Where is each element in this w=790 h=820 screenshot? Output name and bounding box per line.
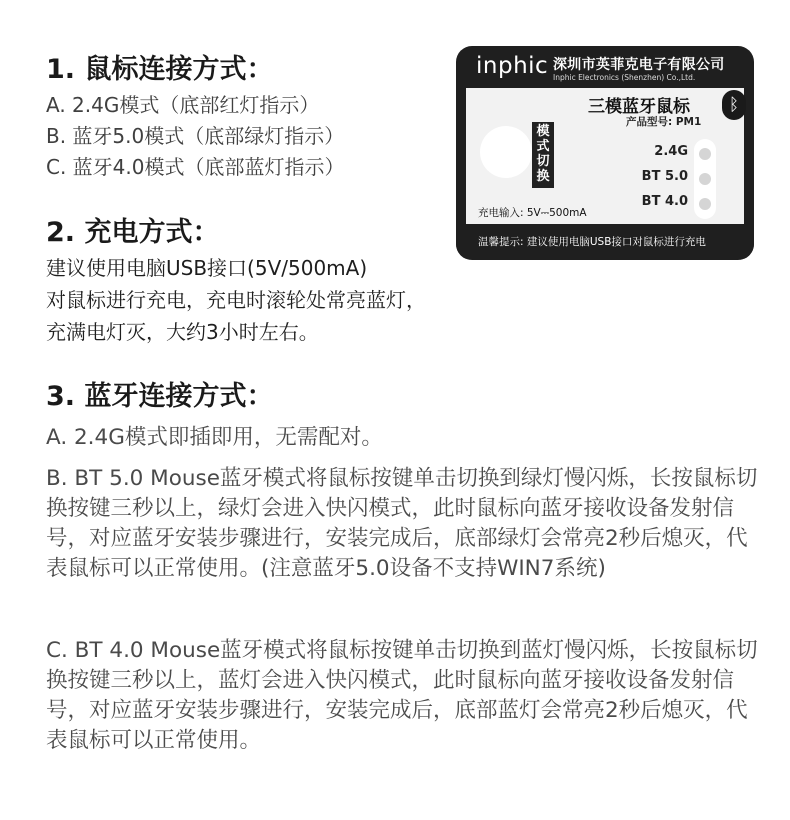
led-2-4g-indicator — [699, 148, 711, 160]
product-model: 产品型号: PM1 — [626, 116, 702, 128]
mode-switch-label: 模式切换 — [532, 122, 554, 188]
charging-tip: 温馨提示: 建议使用电脑USB接口对鼠标进行充电 — [478, 236, 706, 248]
connection-mode-a: A. 2.4G模式（底部红灯指示） — [46, 93, 320, 117]
bluetooth-paragraph-b: B. BT 5.0 Mouse蓝牙模式将鼠标按键单击切换到绿灯慢闪烁，长按鼠标切换按键三秒以上，绿灯会进入快闪模式，此时鼠标向蓝牙接收设备发射信号，对应蓝牙安装步骤进行，安装完成后，底部绿灯会常亮2秒后熄灭，代表鼠标可以正常使用。(注意蓝牙5.0设备不支持WIN7系统) — [46, 466, 758, 581]
charging-line-3: 充满电灯灭，大约3小时左右。 — [46, 320, 319, 344]
charging-line-1: 建议使用电脑USB接口(5V/500mA) — [46, 256, 368, 280]
connection-mode-c: C. 蓝牙4.0模式（底部蓝灯指示） — [46, 155, 345, 179]
led-bt40-indicator — [699, 198, 711, 210]
company-name-cn: 深圳市英菲克电子有限公司 — [553, 57, 725, 73]
company-name-en: Inphic Electronics (Shenzhen) Co.,Ltd. — [553, 73, 696, 82]
led-bt50-indicator — [699, 173, 711, 185]
label-tip-bar — [456, 224, 754, 260]
bluetooth-paragraph-a: A. 2.4G模式即插即用，无需配对。 — [46, 425, 383, 450]
charge-input-spec: 充电输入: 5V⎓500mA — [478, 207, 587, 219]
mode-label-2-4g: 2.4G — [654, 144, 688, 159]
label-header — [456, 46, 754, 88]
bluetooth-paragraph-c: C. BT 4.0 Mouse蓝牙模式将鼠标按键单击切换到蓝灯慢闪烁，长按鼠标切换按键三秒以上，蓝灯会进入快闪模式，此时鼠标向蓝牙接收设备发射信号，对应蓝牙安装步骤进行，安装完成后，底部蓝灯会常亮2秒后熄灭，代表鼠标可以正常使用。 — [46, 638, 758, 753]
connection-mode-b: B. 蓝牙5.0模式（底部绿灯指示） — [46, 124, 345, 148]
mode-switch-button-graphic — [480, 126, 532, 178]
section3-heading: 3. 蓝牙连接方式： — [46, 381, 274, 412]
bluetooth-icon: ᛒ — [722, 90, 746, 120]
mode-label-bt50: BT 5.0 — [641, 169, 688, 184]
charging-line-2: 对鼠标进行充电，充电时滚轮处常亮蓝灯， — [46, 288, 426, 312]
mode-label-bt40: BT 4.0 — [641, 194, 688, 209]
section2-heading: 2. 充电方式： — [46, 217, 220, 248]
product-label-card — [456, 46, 754, 260]
led-indicator-strip — [694, 139, 716, 219]
product-name: 三模蓝牙鼠标 — [588, 97, 690, 117]
section1-heading: 1. 鼠标连接方式： — [46, 54, 274, 85]
inphic-logo: inphic — [476, 53, 549, 79]
